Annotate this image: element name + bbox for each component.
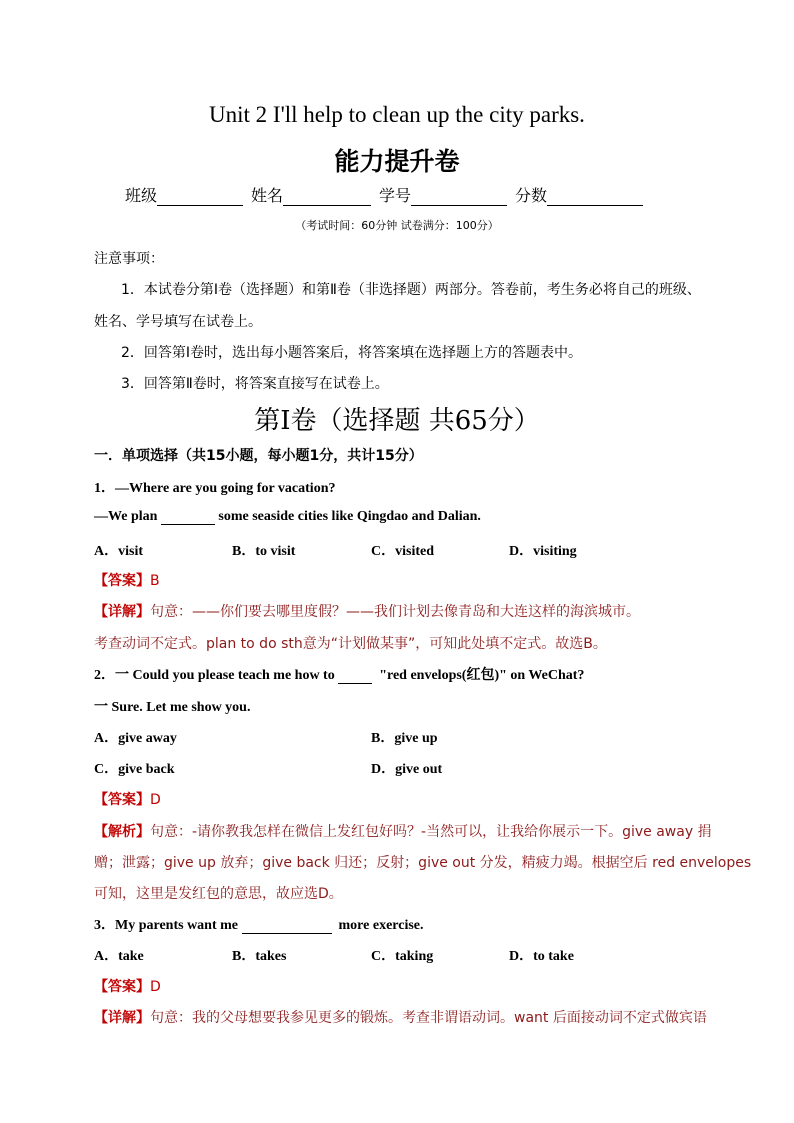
question-2-line2: 一 Sure. Let me show you. xyxy=(94,700,251,715)
q1-answer: 【答案】B xyxy=(94,573,160,589)
field-student-id: 学号 xyxy=(379,183,507,206)
question-3-stem: 3．My parents want me more exercise. xyxy=(94,918,424,933)
q1-option-c: C．visited xyxy=(371,544,434,559)
q1-option-d: D．visiting xyxy=(509,544,577,559)
q2-detail-1: 【解析】句意：-请你教我怎样在微信上发红包好吗？-当然可以，让我给你展示一下。give away 捐 xyxy=(94,824,712,840)
title-chinese: 能力提升卷 xyxy=(334,147,460,176)
q3-option-c: C．taking xyxy=(371,949,434,964)
q3-answer: 【答案】D xyxy=(94,979,161,995)
question-1-line2: —We plan some seaside cities like Qingdao and Dalian. xyxy=(94,509,481,524)
q2-detail-3: 可知，这里是发红包的意思，故应选D。 xyxy=(94,886,343,902)
field-name: 姓名 xyxy=(251,183,371,206)
student-info-row xyxy=(125,183,643,206)
q2-option-b: B．give up xyxy=(371,731,438,746)
q3-detail-1: 【详解】句意：我的父母想要我参见更多的锻炼。考查非谓语动词。want 后面接动词不定式做宾语 xyxy=(94,1010,707,1026)
exam-time-note: （考试时间：60分钟 试卷满分：100分） xyxy=(295,219,499,232)
notice-item-3: 3．回答第Ⅱ卷时，将答案直接写在试卷上。 xyxy=(121,376,389,392)
q1-detail-2: 考查动词不定式。plan to do sth意为“计划做某事”，可知此处填不定式。故选B。 xyxy=(94,636,607,652)
q3-option-b: B．takes xyxy=(232,949,287,964)
notice-item-2: 2．回答第Ⅰ卷时，选出每小题答案后，将答案填在选择题上方的答题表中。 xyxy=(121,345,583,361)
notice-item-1: 1．本试卷分第Ⅰ卷（选择题）和第Ⅱ卷（非选择题）两部分。答卷前，考生务必将自己的班级、 xyxy=(121,282,701,298)
q2-detail-2: 赠；泄露；give up 放弃；give back 归还；反射；give out 分发，精疲力竭。根据空后 red envelopes xyxy=(94,855,752,871)
question-2-stem: 2．一 Could you please teach me how to "red envelops(红包)" on WeChat? xyxy=(94,668,585,683)
q2-answer: 【答案】D xyxy=(94,792,161,808)
part-heading: 一．单项选择（共15小题，每小题1分，共计15分） xyxy=(94,448,423,464)
q1-option-b: B．to visit xyxy=(232,544,296,559)
q1-detail-1: 【详解】句意：——你们要去哪里度假？——我们计划去像青岛和大连这样的海滨城市。 xyxy=(94,604,640,620)
notice-item-1-cont: 姓名、学号填写在试卷上。 xyxy=(94,314,262,330)
field-class: 班级 xyxy=(125,183,243,206)
notice-heading: 注意事项： xyxy=(94,251,164,267)
question-1-stem: 1．—Where are you going for vacation? xyxy=(94,481,336,496)
q2-option-a: A．give away xyxy=(94,731,177,746)
q1-option-a: A．visit xyxy=(94,544,143,559)
q2-option-c: C．give back xyxy=(94,762,175,777)
section-title: 第Ⅰ卷（选择题 共65分） xyxy=(254,406,540,436)
field-score: 分数 xyxy=(515,183,643,206)
title-english: Unit 2 I'll help to clean up the city parks. xyxy=(209,102,585,127)
q2-option-d: D．give out xyxy=(371,762,443,777)
q3-option-d: D．to take xyxy=(509,949,574,964)
q3-option-a: A．take xyxy=(94,949,144,964)
